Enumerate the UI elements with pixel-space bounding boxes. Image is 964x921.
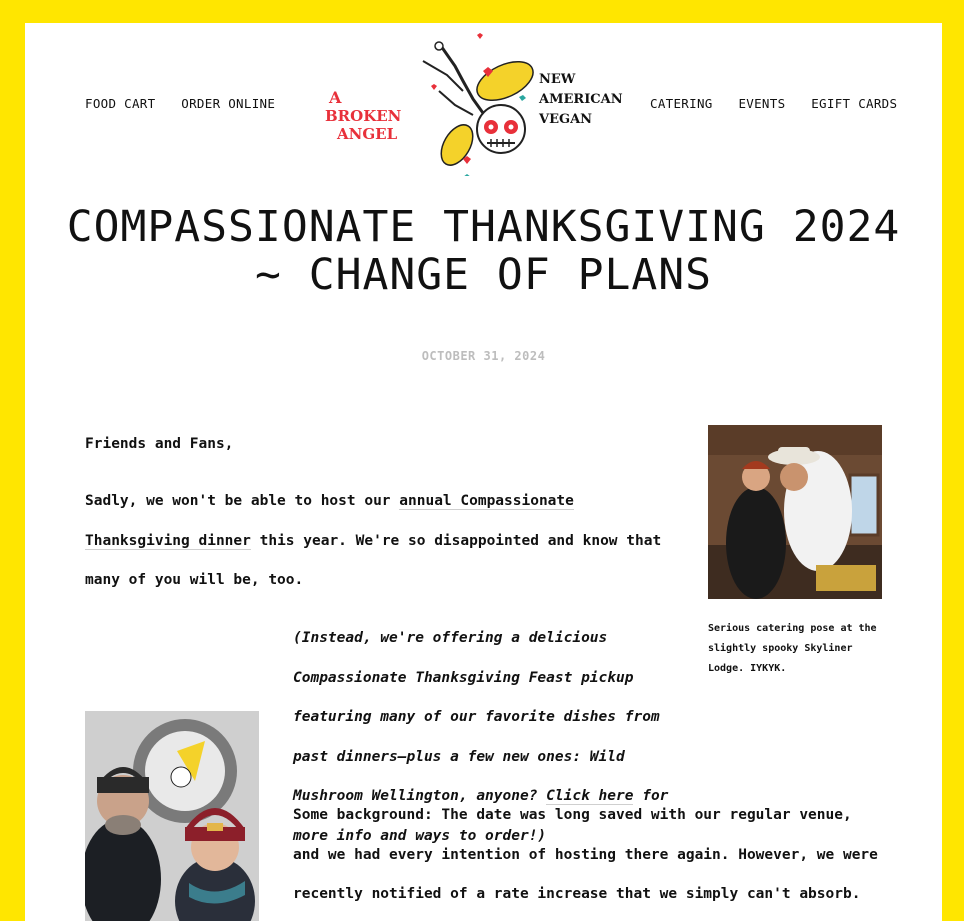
owners-photo xyxy=(85,711,259,921)
skeleton-angel-icon xyxy=(423,33,539,176)
paragraph-1-text-b: this year. We're so disappointed and know that many of you will be, too. xyxy=(85,532,662,588)
logo-text-vegan: VEGAN xyxy=(539,112,593,127)
logo-text-american: AMERICAN xyxy=(539,92,623,107)
logo-text-broken: BROKEN xyxy=(325,107,402,125)
paragraph-2-text: (Instead, we're offering a delicious Compassionate Thanksgiving Feast pickup featuring many of our favorite dishes from past dinners—plus a few new ones: Wild Mushroom Wellington, anyone? xyxy=(293,630,660,804)
nav-food-cart[interactable]: FOOD CART xyxy=(85,96,156,111)
logo-text-new: NEW xyxy=(539,72,576,87)
post-title-line2: ~ CHANGE OF PLANS xyxy=(254,250,713,300)
nav-catering[interactable]: CATERING xyxy=(650,96,713,111)
click-here-link[interactable]: Click here xyxy=(546,788,634,804)
nav-right xyxy=(650,96,897,111)
catering-photo xyxy=(708,425,882,599)
paragraph-2-text-b: for more info and ways to order!) xyxy=(293,788,669,844)
annual-dinner-link[interactable]: annual Compassionate Thanksgiving dinner xyxy=(85,493,574,549)
site-logo[interactable] xyxy=(323,31,649,176)
logo-text-angel: ANGEL xyxy=(337,125,398,143)
post-date: OCTOBER 31, 2024 xyxy=(421,349,546,363)
nav-order-online[interactable]: ORDER ONLINE xyxy=(181,96,276,111)
nav-events[interactable]: EVENTS xyxy=(738,96,786,111)
photo-caption: Serious catering pose at the slightly spooky Skyliner Lodge. IYKYK. xyxy=(708,623,877,674)
post-title-line1: COMPASSIONATE THANKSGIVING 2024 xyxy=(66,202,901,252)
post-title xyxy=(55,203,912,299)
nav-egift-cards[interactable]: EGIFT CARDS xyxy=(811,96,898,111)
page xyxy=(25,23,942,921)
logo-text-a: A xyxy=(329,88,342,107)
paragraph-1-text-a: Sadly, we won't be able to host our xyxy=(85,493,391,509)
paragraph-3: Some background: The date was long saved with our regular venue, and we had every intention of hosting there again. However, we were recently notified of a rate increase that we simply can't absorb. xyxy=(293,807,878,902)
greeting: Friends and Fans, xyxy=(85,436,234,452)
nav-left xyxy=(85,96,293,111)
paragraph-1 xyxy=(85,482,685,601)
